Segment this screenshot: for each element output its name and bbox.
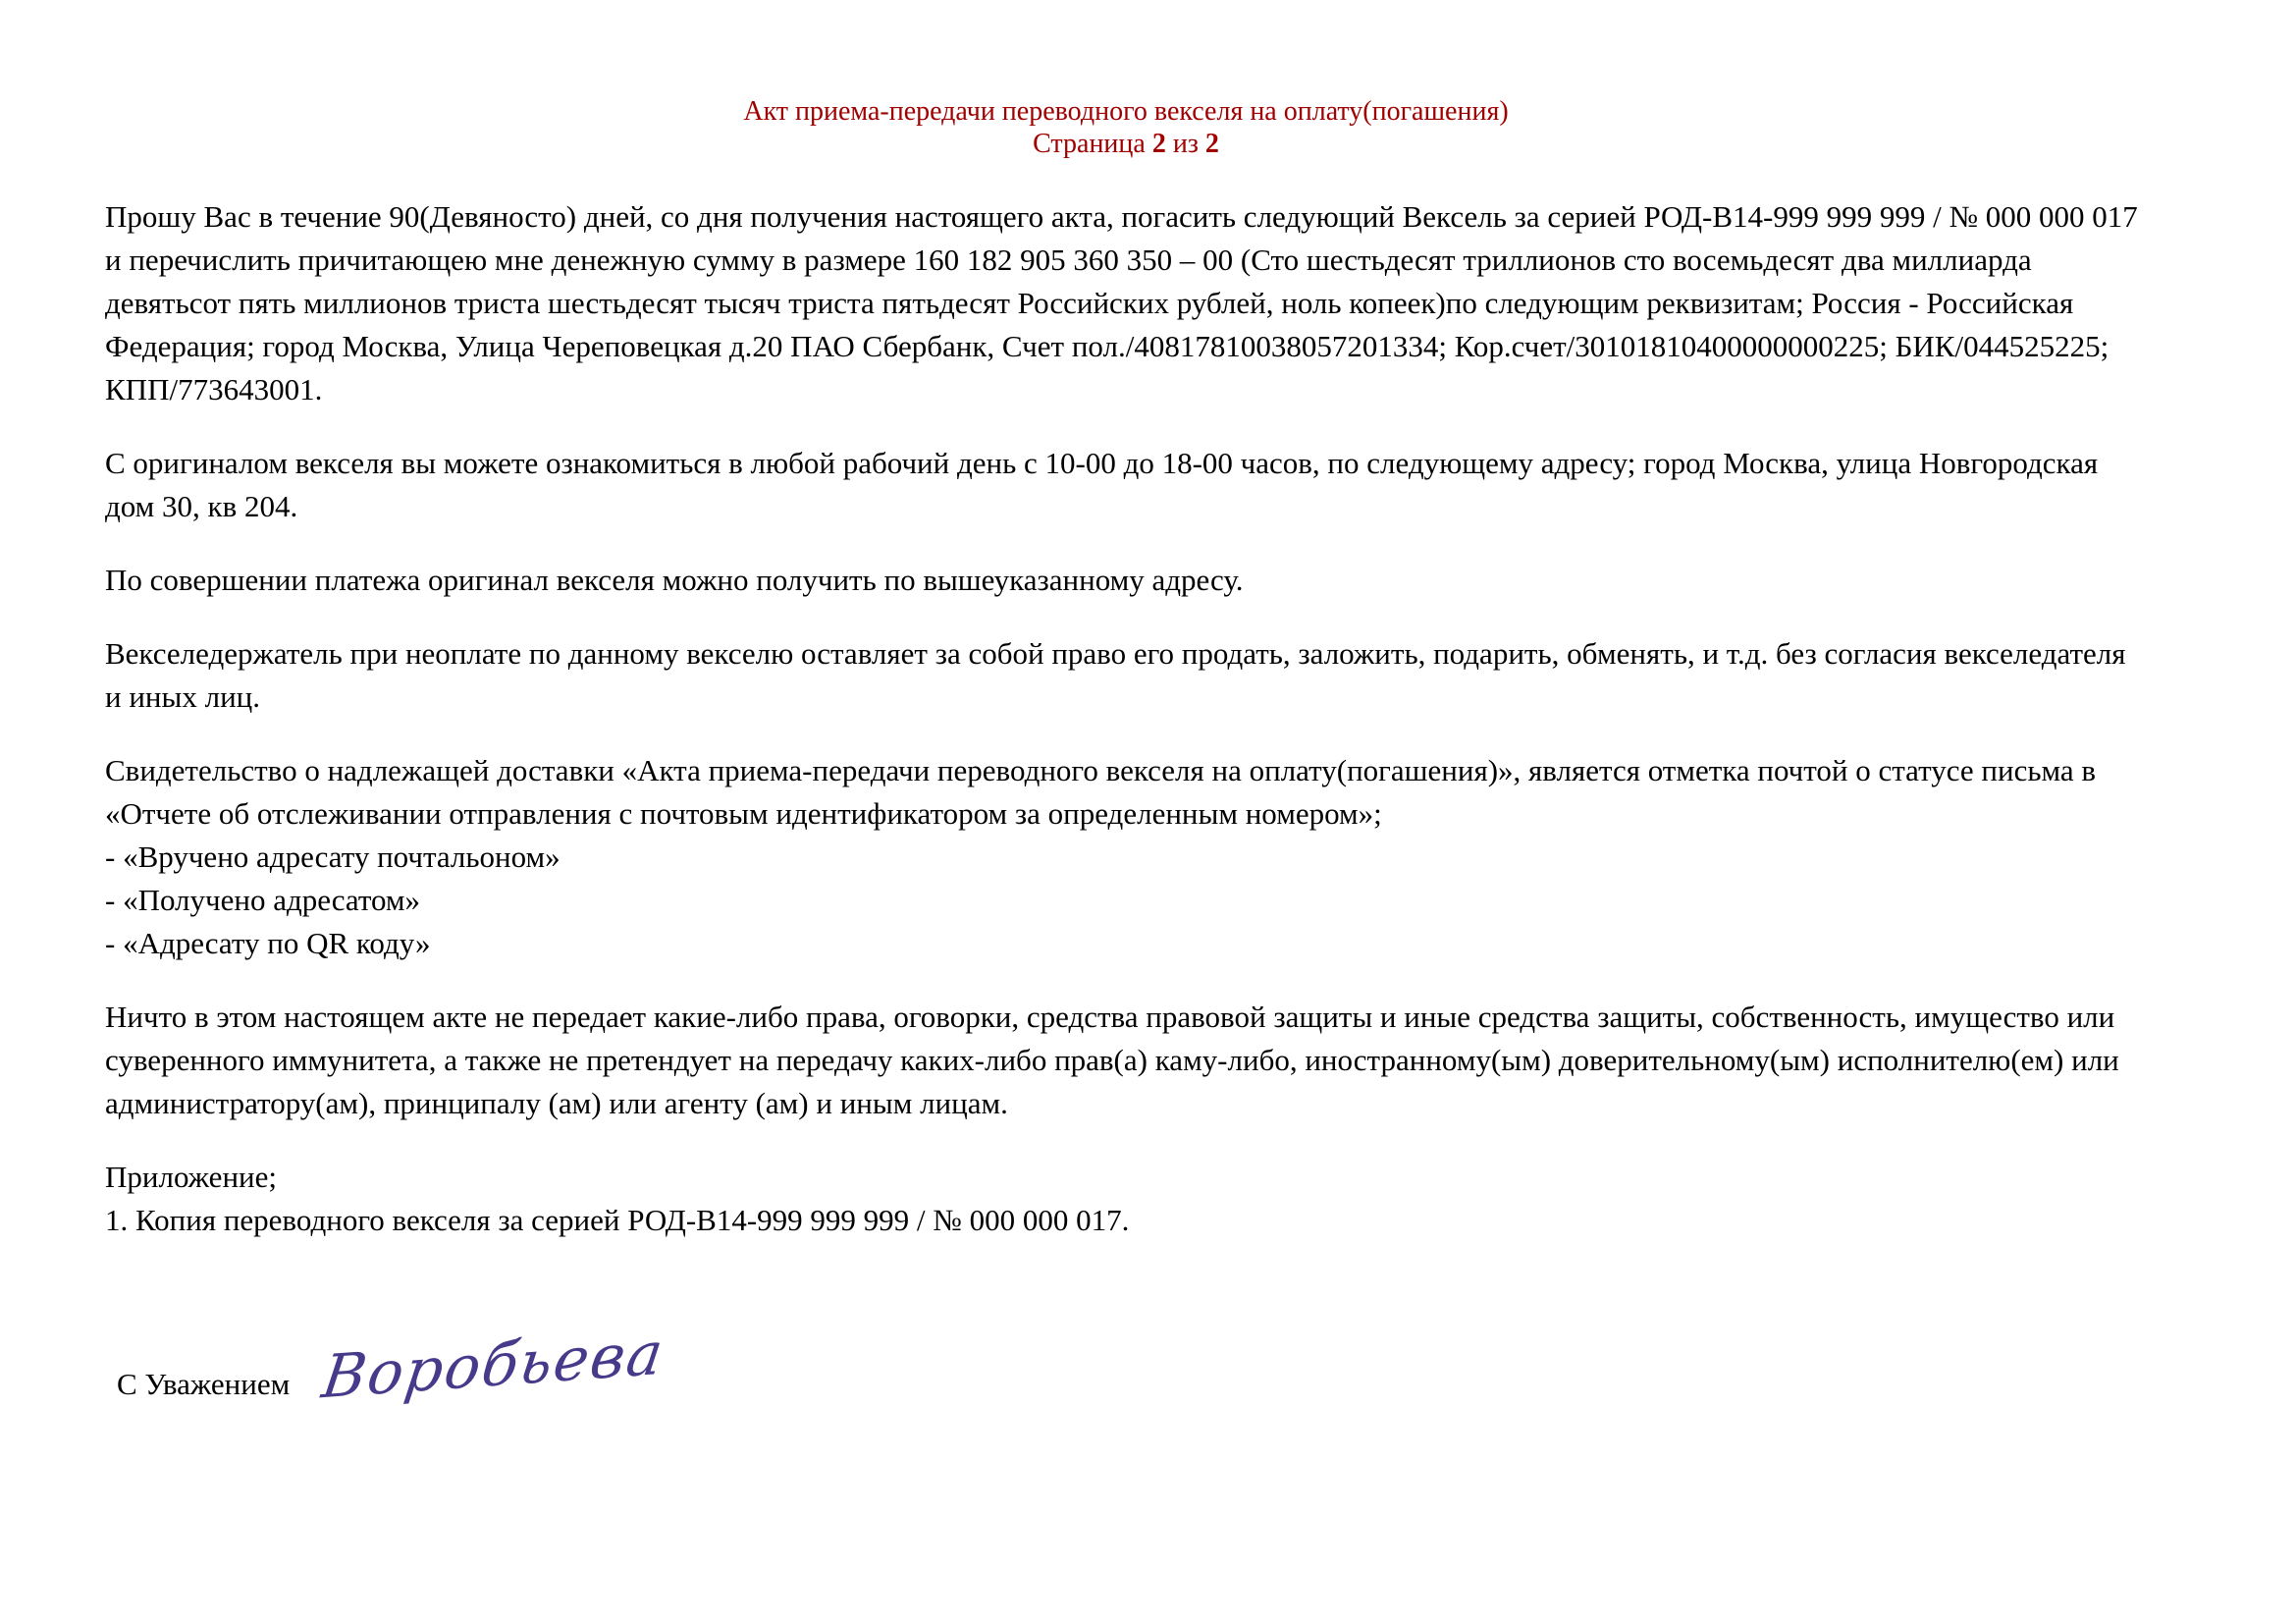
page-total-number: 2	[1204, 129, 1219, 159]
page-of-word: из	[1172, 129, 1199, 159]
attachment-item: 1. Копия переводного векселя за серией РОД-В14-999 999 999 / № 000 000 017.	[105, 1203, 1130, 1237]
handwritten-signature: Воробьева	[318, 1319, 669, 1413]
delivery-status-item: - «Получено адресатом»	[105, 883, 421, 917]
page-word: Страница	[1033, 129, 1146, 159]
closing-block	[117, 1319, 2147, 1413]
paragraph-delivery-proof: Свидетельство о надлежащей доставки «Акта приема-передачи переводного векселя на оплату(погашения)», является отметка почтой о статусе письма в «Отчете об отслеживании отправления с почтовым идентификатором за определенным номером»;	[105, 753, 2097, 831]
delivery-status-list	[105, 836, 2147, 965]
delivery-status-item: - «Вручено адресату почтальоном»	[105, 839, 561, 874]
paragraph-no-transfer-clause: Ничто в этом настоящем акте не передает какие-либо права, оговорки, средства правовой защиты и иные средства защиты, собственность, имущество или суверенного иммунитета, а также не претендует на передачу каких-либо прав(а) каму-либо, иностранному(ым) доверительному(ым) исполнителю(ем) или администратору(ам), принципалу (ам) или агенту (ам) и иным лицам.	[105, 1000, 2119, 1120]
salutation: С Уважением	[117, 1367, 291, 1401]
document-body	[0, 160, 2296, 1413]
paragraph-holder-rights: Векселедержатель при неоплате по данному векселю оставляет за собой право его продать, заложить, подарить, обменять, и т.д. без согласия векселедателя и иных лиц.	[105, 636, 2126, 714]
attachment-block	[105, 1156, 2147, 1242]
paragraph-original-pickup: По совершении платежа оригинал векселя можно получить по вышеуказанному адресу.	[105, 563, 1244, 597]
paragraph-original-viewing: С оригиналом векселя вы можете ознакомиться в любой рабочий день с 10-00 до 18-00 часов, по следующему адресу; город Москва, улица Новгородская дом 30, кв 204.	[105, 446, 2099, 523]
page-indicator	[105, 128, 2147, 160]
delivery-status-item: - «Адресату по QR коду»	[105, 926, 431, 960]
attachment-label: Приложение;	[105, 1160, 277, 1194]
page-current-number: 2	[1151, 129, 1166, 159]
document-header	[0, 0, 2296, 160]
document-title: Акт приема-передачи переводного векселя на оплату(погашения)	[743, 96, 1509, 127]
paragraph-payment-request: Прошу Вас в течение 90(Девяносто) дней, со дня получения настоящего акта, погасить следующий Вексель за серией РОД-В14-999 999 999 / № 000 000 017 и перечислить причитающею мне денежную сумму в размере 160 182 905 360 350 – 00 (Сто шестьдесят триллионов сто восемьдесят два миллиарда девятьсот пять миллионов триста шестьдесят тысяч триста пятьдесят Российских рублей, ноль копеек)по следующим реквизитам; Россия - Российская Федерация; город Москва, Улица Череповецкая д.20 ПАО Сбербанк, Счет пол./40817810038057201334; Кор.счет/30101810400000000225; БИК/044525225; КПП/773643001.	[105, 199, 2138, 406]
